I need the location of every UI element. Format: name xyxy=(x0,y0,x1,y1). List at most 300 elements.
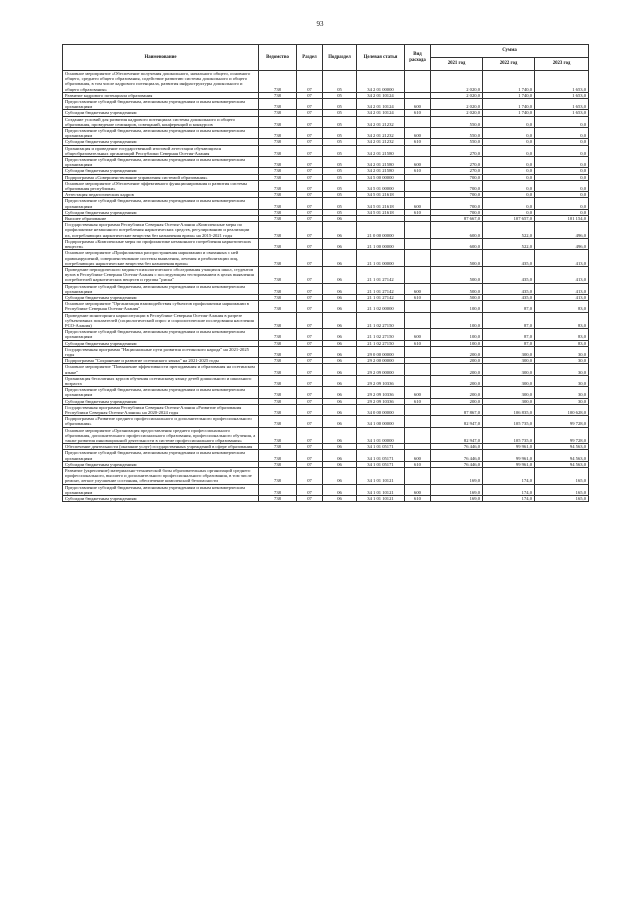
table-row xyxy=(63,346,589,357)
cell-pr: 06 xyxy=(323,496,357,502)
cell-y3: 30,0 xyxy=(535,398,589,404)
cell-y1: 82 947,0 xyxy=(431,427,483,444)
cell-y3: 165,0 xyxy=(535,468,589,485)
cell-vr xyxy=(405,71,431,93)
cell-name: Государственная программа Республики Северная Осетия-Алания «Комплексные меры по профилактике незаконного потребления наркотических средств, регулированию и реализации их, потребляющих наркотические вещества без назначения врача» на 2015-2021 годы xyxy=(63,222,259,239)
cell-pr: 06 xyxy=(323,461,357,467)
cell-vr xyxy=(405,301,431,312)
cell-name: Основное мероприятие "Повышение эффективности преподавания и образования на осетинском языке" xyxy=(63,364,259,375)
cell-cs: 34 5 00 00000 xyxy=(357,174,405,180)
cell-y1: 200,0 xyxy=(431,387,483,398)
cell-vr: 610 xyxy=(405,294,431,300)
table-row xyxy=(63,301,589,312)
cell-pr: 05 xyxy=(323,174,357,180)
cell-ved: 738 xyxy=(259,168,297,174)
table-row xyxy=(63,484,589,495)
cell-y3: 413,0 xyxy=(535,283,589,294)
cell-y1: 700,0 xyxy=(431,209,483,215)
cell-y2: 435,0 xyxy=(483,250,535,267)
cell-name: Высшее образование xyxy=(63,216,259,222)
cell-y3: 0,0 xyxy=(535,145,589,156)
cell-vr xyxy=(405,375,431,386)
cell-cs: 34 0 00 00000 xyxy=(357,404,405,415)
cell-rz: 07 xyxy=(297,174,323,180)
cell-ved: 738 xyxy=(259,216,297,222)
cell-pr: 06 xyxy=(323,312,357,329)
cell-cs: 34 1 01 00000 xyxy=(357,427,405,444)
cell-cs: 34 2 01 10124 xyxy=(357,110,405,116)
cell-vr: 610 xyxy=(405,496,431,502)
cell-pr: 06 xyxy=(323,375,357,386)
cell-y1: 2 020,0 xyxy=(431,71,483,93)
cell-y1: 200,0 xyxy=(431,358,483,364)
cell-y3: 0,0 xyxy=(535,128,589,139)
cell-name: Основное мероприятие «Обеспечение эффективного функционирования и развития системы образования республики» xyxy=(63,180,259,191)
cell-name: Организация бесплатных курсов обучения осетинскому языку детей дошкольного и школьного возраста xyxy=(63,375,259,386)
cell-ved: 738 xyxy=(259,180,297,191)
cell-vr xyxy=(405,364,431,375)
cell-rz: 07 xyxy=(297,444,323,450)
cell-vr: 610 xyxy=(405,209,431,215)
table-row xyxy=(63,99,589,110)
cell-y3: 165,0 xyxy=(535,496,589,502)
cell-ved: 738 xyxy=(259,340,297,346)
cell-cs: 21 1 00 00000 xyxy=(357,238,405,249)
cell-y1: 2 020,0 xyxy=(431,99,483,110)
cell-pr: 06 xyxy=(323,450,357,461)
cell-y3: 30,0 xyxy=(535,364,589,375)
cell-y2: 300,0 xyxy=(483,398,535,404)
cell-y2: 0,0 xyxy=(483,168,535,174)
cell-rz: 07 xyxy=(297,139,323,145)
cell-ved: 738 xyxy=(259,312,297,329)
table-row xyxy=(63,329,589,340)
cell-cs: 34 2 01 10124 xyxy=(357,99,405,110)
table-row xyxy=(63,450,589,461)
cell-name: Развитие кадрового потенциала образования xyxy=(63,92,259,98)
cell-y2: 99 961,0 xyxy=(483,444,535,450)
cell-y1: 500,0 xyxy=(431,294,483,300)
cell-y3: 165,0 xyxy=(535,484,589,495)
cell-y1: 76 446,0 xyxy=(431,461,483,467)
cell-rz: 07 xyxy=(297,92,323,98)
cell-rz: 07 xyxy=(297,198,323,209)
header-ministry: Ведомство xyxy=(259,45,297,71)
cell-pr: 06 xyxy=(323,294,357,300)
cell-pr: 05 xyxy=(323,145,357,156)
cell-vr xyxy=(405,416,431,427)
cell-y3: 30,0 xyxy=(535,387,589,398)
cell-cs: 21 1 02 27150 xyxy=(357,329,405,340)
cell-name: Государственная программа Республики Северная Осетия-Алания «Развитие образования Республики Северная Осетия-Алания» на 2020-2024 годы xyxy=(63,404,259,415)
cell-y2: 87,0 xyxy=(483,340,535,346)
cell-name: Подпрограмма «Совершенствование управления системой образования» xyxy=(63,174,259,180)
table-row xyxy=(63,427,589,444)
cell-pr: 06 xyxy=(323,329,357,340)
cell-y1: 100,0 xyxy=(431,340,483,346)
cell-rz: 07 xyxy=(297,398,323,404)
cell-ved: 738 xyxy=(259,110,297,116)
table-row xyxy=(63,116,589,127)
cell-y3: 1 653,0 xyxy=(535,71,589,93)
table-row xyxy=(63,238,589,249)
table-row xyxy=(63,266,589,283)
cell-y2: 0,0 xyxy=(483,198,535,209)
cell-ved: 738 xyxy=(259,404,297,415)
cell-cs: 34 2 01 21232 xyxy=(357,116,405,127)
cell-y1: 100,0 xyxy=(431,301,483,312)
cell-rz: 07 xyxy=(297,128,323,139)
cell-rz: 07 xyxy=(297,180,323,191)
cell-cs: 34 1 01 05171 xyxy=(357,444,405,450)
cell-y3: 83,0 xyxy=(535,329,589,340)
cell-y2: 300,0 xyxy=(483,364,535,375)
cell-y3: 0,0 xyxy=(535,116,589,127)
cell-rz: 07 xyxy=(297,404,323,415)
cell-cs: 34 1 01 05171 xyxy=(357,461,405,467)
cell-cs: 29 2 09 00000 xyxy=(357,364,405,375)
cell-pr: 06 xyxy=(323,222,357,239)
cell-name: Предоставление субсидий бюджетным, автономным учреждениям и иным некоммерческим организациям xyxy=(63,128,259,139)
cell-pr: 05 xyxy=(323,198,357,209)
cell-name: Предоставление субсидий бюджетным, автономным учреждениям и иным некоммерческим организациям xyxy=(63,99,259,110)
cell-y3: 0,0 xyxy=(535,139,589,145)
cell-y1: 82 947,0 xyxy=(431,416,483,427)
cell-cs: 29 2 09 10336 xyxy=(357,387,405,398)
cell-rz: 07 xyxy=(297,99,323,110)
cell-pr: 06 xyxy=(323,346,357,357)
cell-y2: 0,0 xyxy=(483,180,535,191)
cell-name: Подпрограмма "Сохранение и развитие осетинского языка" на 2021-2025 годы xyxy=(63,358,259,364)
header-target: Целевая статья xyxy=(357,45,405,71)
cell-y3: 83,0 xyxy=(535,301,589,312)
cell-vr xyxy=(405,116,431,127)
cell-y1: 200,0 xyxy=(431,346,483,357)
cell-pr: 06 xyxy=(323,266,357,283)
cell-vr xyxy=(405,312,431,329)
cell-rz: 07 xyxy=(297,209,323,215)
cell-y1: 700,0 xyxy=(431,198,483,209)
cell-rz: 07 xyxy=(297,416,323,427)
cell-ved: 738 xyxy=(259,157,297,168)
cell-y1: 2 020,0 xyxy=(431,110,483,116)
cell-y2: 87,0 xyxy=(483,312,535,329)
cell-vr xyxy=(405,404,431,415)
cell-y2: 0,0 xyxy=(483,139,535,145)
cell-y3: 101 154,0 xyxy=(535,216,589,222)
cell-y1: 270,0 xyxy=(431,157,483,168)
cell-y3: 94 563,0 xyxy=(535,461,589,467)
header-subsection: Подраздел xyxy=(323,45,357,71)
cell-rz: 07 xyxy=(297,294,323,300)
cell-rz: 07 xyxy=(297,468,323,485)
cell-ved: 738 xyxy=(259,387,297,398)
cell-ved: 738 xyxy=(259,468,297,485)
cell-y2: 0,0 xyxy=(483,174,535,180)
cell-vr: 610 xyxy=(405,110,431,116)
cell-name: Подпрограмма «Развитие среднего профессионального и дополнительного профессионального образования» xyxy=(63,416,259,427)
cell-y3: 30,0 xyxy=(535,346,589,357)
cell-name: Субсидии бюджетным учреждениям xyxy=(63,461,259,467)
cell-y2: 1 740,0 xyxy=(483,71,535,93)
cell-cs: 21 1 01 27142 xyxy=(357,283,405,294)
cell-ved: 738 xyxy=(259,222,297,239)
cell-ved: 738 xyxy=(259,116,297,127)
cell-name: Субсидии бюджетным учреждениям xyxy=(63,168,259,174)
cell-vr: 600 xyxy=(405,283,431,294)
cell-vr xyxy=(405,266,431,283)
cell-y2: 300,0 xyxy=(483,387,535,398)
cell-pr: 06 xyxy=(323,398,357,404)
cell-name: Создание условий для развития кадрового потенциала системы дошкольного и общего образования, проведение семинаров, совещаний, конференций и конкурсов xyxy=(63,116,259,127)
cell-rz: 07 xyxy=(297,387,323,398)
cell-name: Основное мероприятие «Профилактика распространения наркомании и связанных с ней правонарушений, совершенствование системы выявления, лечения и реабилитации лиц, потребляющих наркотические вещества без назначения врача» xyxy=(63,250,259,267)
cell-y2: 435,0 xyxy=(483,266,535,283)
cell-pr: 06 xyxy=(323,404,357,415)
cell-name: Предоставление субсидий бюджетным, автономным учреждениям и иным некоммерческим организациям xyxy=(63,484,259,495)
cell-y1: 100,0 xyxy=(431,312,483,329)
cell-ved: 738 xyxy=(259,496,297,502)
cell-pr: 05 xyxy=(323,116,357,127)
cell-y2: 87,0 xyxy=(483,301,535,312)
cell-pr: 06 xyxy=(323,340,357,346)
cell-y2: 0,0 xyxy=(483,145,535,156)
cell-name: Подпрограмма «Комплексные меры по профилактике незаконного потребления наркотических веществ» xyxy=(63,238,259,249)
cell-ved: 738 xyxy=(259,139,297,145)
cell-y2: 300,0 xyxy=(483,346,535,357)
cell-cs: 34 2 01 10124 xyxy=(357,92,405,98)
cell-y2: 435,0 xyxy=(483,283,535,294)
cell-vr: 600 xyxy=(405,329,431,340)
cell-y3: 0,0 xyxy=(535,157,589,168)
cell-name: Организация и проведение государственной итоговой аттестации обучающихся общеобразовательных организаций Республики Северная Осетия-Алания xyxy=(63,145,259,156)
header-year-2022: 2022 год xyxy=(483,58,535,71)
cell-ved: 738 xyxy=(259,346,297,357)
cell-y1: 2 020,0 xyxy=(431,92,483,98)
cell-pr: 06 xyxy=(323,358,357,364)
cell-y1: 700,0 xyxy=(431,174,483,180)
cell-ved: 738 xyxy=(259,450,297,461)
cell-rz: 07 xyxy=(297,484,323,495)
cell-rz: 07 xyxy=(297,329,323,340)
cell-y2: 174,0 xyxy=(483,468,535,485)
cell-ved: 738 xyxy=(259,92,297,98)
cell-pr: 05 xyxy=(323,99,357,110)
cell-cs: 29 2 09 10336 xyxy=(357,398,405,404)
cell-y2: 300,0 xyxy=(483,375,535,386)
cell-cs: 34 5 01 00000 xyxy=(357,180,405,191)
cell-y2: 0,0 xyxy=(483,209,535,215)
cell-y3: 99 728,0 xyxy=(535,416,589,427)
table-row xyxy=(63,364,589,375)
cell-vr: 600 xyxy=(405,387,431,398)
cell-rz: 07 xyxy=(297,450,323,461)
cell-vr: 600 xyxy=(405,484,431,495)
cell-y3: 1 653,0 xyxy=(535,99,589,110)
cell-cs: 21 1 02 27150 xyxy=(357,312,405,329)
cell-name: Развитие (укрепление) материально-технической базы образовательных организаций среднего профессионального, высшего и дополнительного профессионального образования, в том числе ремонт, легкое улучшение состояния, обеспечение комплексной безопасности xyxy=(63,468,259,485)
cell-ved: 738 xyxy=(259,174,297,180)
cell-name: Предоставление субсидий бюджетным, автономным учреждениям и иным некоммерческим организациям xyxy=(63,387,259,398)
cell-name: Субсидии бюджетным учреждениям xyxy=(63,496,259,502)
cell-cs: 34 5 01 21618 xyxy=(357,192,405,198)
cell-rz: 07 xyxy=(297,266,323,283)
cell-ved: 738 xyxy=(259,461,297,467)
cell-ved: 738 xyxy=(259,192,297,198)
cell-y1: 87 667,0 xyxy=(431,216,483,222)
cell-y1: 76 446,0 xyxy=(431,444,483,450)
cell-rz: 07 xyxy=(297,168,323,174)
cell-pr: 06 xyxy=(323,216,357,222)
cell-cs: 34 2 01 00000 xyxy=(357,71,405,93)
cell-ved: 738 xyxy=(259,398,297,404)
header-year-2023: 2023 год xyxy=(535,58,589,71)
cell-name: Проведение мониторинга наркоситуации в Республике Северная Осетия-Алания в разрезе субъективных показателей (социологический опрос и социологические исследования населения РСО-Алания) xyxy=(63,312,259,329)
table-row xyxy=(63,312,589,329)
cell-y2: 0,0 xyxy=(483,116,535,127)
cell-rz: 07 xyxy=(297,496,323,502)
cell-pr: 05 xyxy=(323,128,357,139)
cell-ved: 738 xyxy=(259,283,297,294)
cell-y3: 0,0 xyxy=(535,168,589,174)
cell-pr: 06 xyxy=(323,301,357,312)
cell-ved: 738 xyxy=(259,250,297,267)
cell-vr xyxy=(405,427,431,444)
cell-y1: 76 446,0 xyxy=(431,450,483,461)
cell-rz: 07 xyxy=(297,346,323,357)
cell-cs: 34 1 01 10121 xyxy=(357,496,405,502)
cell-y1: 700,0 xyxy=(431,180,483,191)
cell-ved: 738 xyxy=(259,238,297,249)
cell-y3: 1 653,0 xyxy=(535,110,589,116)
cell-cs: 21 1 01 00000 xyxy=(357,250,405,267)
cell-y3: 1 653,0 xyxy=(535,92,589,98)
cell-y1: 500,0 xyxy=(431,250,483,267)
cell-ved: 738 xyxy=(259,294,297,300)
cell-y3: 83,0 xyxy=(535,340,589,346)
cell-y1: 700,0 xyxy=(431,192,483,198)
cell-ved: 738 xyxy=(259,198,297,209)
cell-vr: 600 xyxy=(405,128,431,139)
header-section: Раздел xyxy=(297,45,323,71)
cell-cs: 34 1 01 10121 xyxy=(357,468,405,485)
cell-ved: 738 xyxy=(259,99,297,110)
cell-y2: 105 735,0 xyxy=(483,427,535,444)
cell-pr: 05 xyxy=(323,209,357,215)
cell-y1: 550,0 xyxy=(431,139,483,145)
cell-cs: 29 0 00 00000 xyxy=(357,346,405,357)
cell-y2: 174,0 xyxy=(483,484,535,495)
cell-vr xyxy=(405,250,431,267)
cell-name: Проведение периодического медико-психологического обследования учащихся школ, студентов вузов в Республике Северная Осетия-Алания с последующим тестированием в целях выявления потребителей наркотических веществ и группы "риска" xyxy=(63,266,259,283)
cell-y1: 200,0 xyxy=(431,375,483,386)
cell-cs: 34 5 01 21618 xyxy=(357,209,405,215)
cell-vr: 600 xyxy=(405,157,431,168)
page-number: 93 xyxy=(316,20,324,28)
cell-y3: 413,0 xyxy=(535,294,589,300)
table-row xyxy=(63,222,589,239)
cell-y3: 0,0 xyxy=(535,209,589,215)
cell-pr: 06 xyxy=(323,387,357,398)
cell-rz: 07 xyxy=(297,461,323,467)
cell-cs: 34 2 01 21232 xyxy=(357,139,405,145)
cell-pr: 06 xyxy=(323,444,357,450)
cell-name: Предоставление субсидий бюджетным, автономным учреждениям и иным некоммерческим организациям xyxy=(63,283,259,294)
cell-name: Субсидии бюджетным учреждениям xyxy=(63,209,259,215)
cell-name: Основное мероприятие «Организация предоставления среднего профессионального образования, дополнительного профессионального образования, профессионального обучения, а также развития инновационной деятельности в системе профессионального образования» xyxy=(63,427,259,444)
budget-table xyxy=(62,44,589,502)
cell-y1: 600,0 xyxy=(431,238,483,249)
cell-rz: 07 xyxy=(297,192,323,198)
cell-y2: 99 961,0 xyxy=(483,450,535,461)
cell-rz: 07 xyxy=(297,283,323,294)
cell-rz: 07 xyxy=(297,250,323,267)
cell-ved: 738 xyxy=(259,427,297,444)
cell-y1: 270,0 xyxy=(431,145,483,156)
cell-y1: 169,0 xyxy=(431,496,483,502)
cell-name: Государственная программа "Национальные пути развития осетинского народа" на 2021-2025 годы xyxy=(63,346,259,357)
cell-vr: 610 xyxy=(405,398,431,404)
cell-y2: 106 835,0 xyxy=(483,404,535,415)
cell-cs: 21 0 00 00000 xyxy=(357,222,405,239)
cell-vr: 610 xyxy=(405,461,431,467)
cell-y3: 94 563,0 xyxy=(535,450,589,461)
cell-pr: 06 xyxy=(323,364,357,375)
table-row xyxy=(63,128,589,139)
cell-name: Субсидии бюджетным учреждениям xyxy=(63,398,259,404)
cell-vr xyxy=(405,346,431,357)
cell-ved: 738 xyxy=(259,444,297,450)
cell-pr: 06 xyxy=(323,238,357,249)
cell-cs: 29 2 00 00000 xyxy=(357,358,405,364)
cell-y2: 107 657,0 xyxy=(483,216,535,222)
cell-pr: 06 xyxy=(323,416,357,427)
cell-y2: 435,0 xyxy=(483,294,535,300)
table-row xyxy=(63,250,589,267)
cell-ved: 738 xyxy=(259,364,297,375)
cell-ved: 738 xyxy=(259,358,297,364)
cell-y1: 100,0 xyxy=(431,329,483,340)
cell-cs: 34 2 01 21580 xyxy=(357,157,405,168)
cell-rz: 07 xyxy=(297,116,323,127)
cell-cs: 34 2 01 21232 xyxy=(357,128,405,139)
cell-y1: 169,0 xyxy=(431,484,483,495)
cell-y1: 169,0 xyxy=(431,468,483,485)
table-row xyxy=(63,404,589,415)
cell-rz: 07 xyxy=(297,110,323,116)
cell-ved: 738 xyxy=(259,484,297,495)
cell-rz: 07 xyxy=(297,222,323,239)
cell-pr: 06 xyxy=(323,427,357,444)
cell-pr: 06 xyxy=(323,250,357,267)
cell-cs: 34 1 01 10121 xyxy=(357,484,405,495)
table-row xyxy=(63,387,589,398)
cell-pr: 05 xyxy=(323,110,357,116)
cell-y2: 105 735,0 xyxy=(483,416,535,427)
cell-name: Субсидии бюджетным учреждениям xyxy=(63,294,259,300)
cell-ved: 738 xyxy=(259,145,297,156)
cell-y3: 0,0 xyxy=(535,198,589,209)
table-row xyxy=(63,180,589,191)
cell-rz: 07 xyxy=(297,301,323,312)
cell-pr: 05 xyxy=(323,92,357,98)
cell-vr: 610 xyxy=(405,340,431,346)
cell-y1: 550,0 xyxy=(431,116,483,127)
cell-cs: 34 2 01 21580 xyxy=(357,145,405,156)
cell-y3: 83,0 xyxy=(535,312,589,329)
cell-vr: 600 xyxy=(405,99,431,110)
cell-y3: 30,0 xyxy=(535,358,589,364)
